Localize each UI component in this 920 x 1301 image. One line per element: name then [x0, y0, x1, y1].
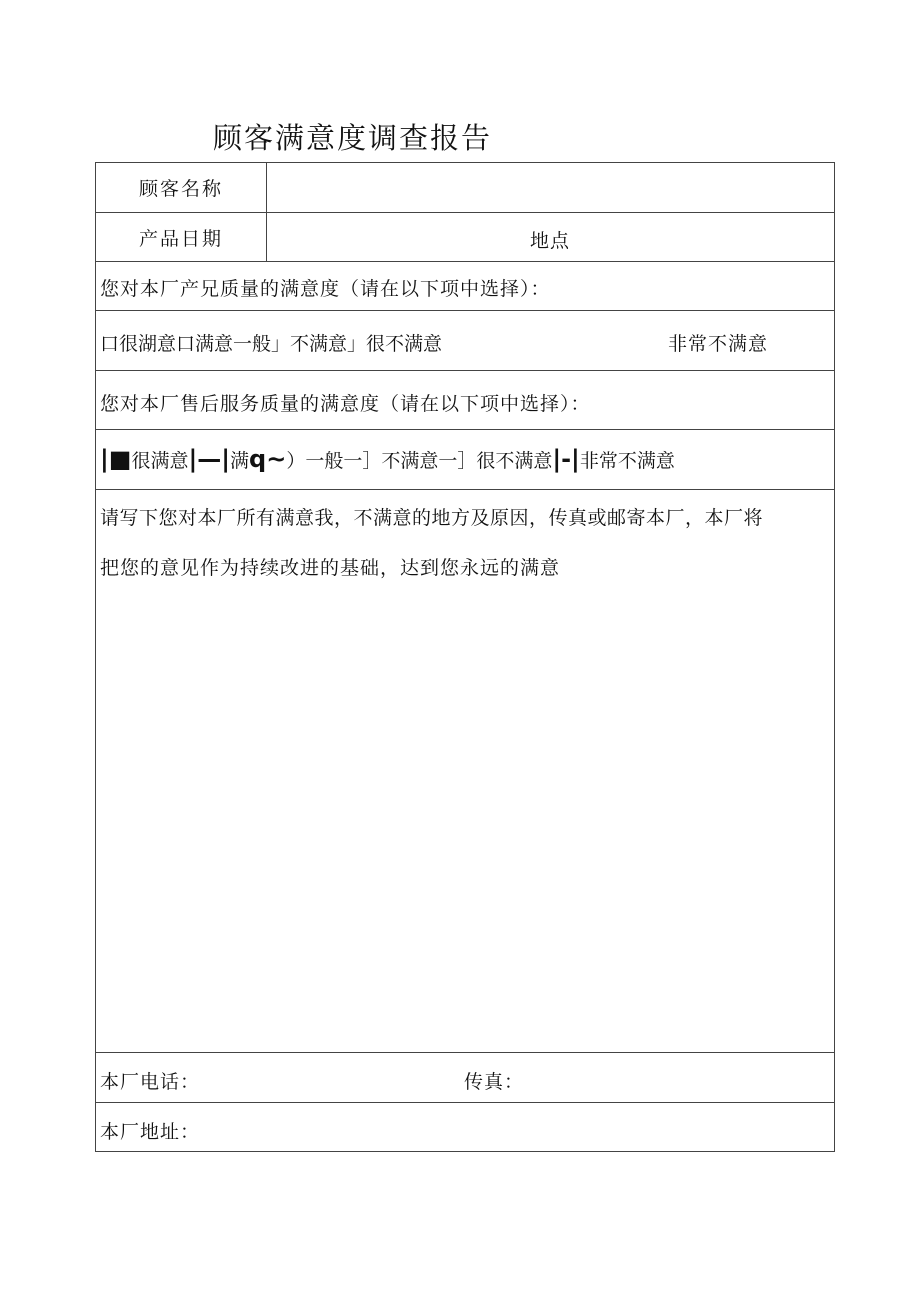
comments-area[interactable]	[96, 490, 834, 1053]
page-title: 顾客满意度调查报告	[213, 121, 493, 155]
product-date-label: 产品日期	[96, 213, 267, 261]
comments-instruction-line-2: 把您的意见作为持续改进的基础，达到您永远的满意	[100, 557, 561, 579]
service-option-satisfied[interactable]: 满	[230, 449, 250, 472]
place-label: 地点	[530, 230, 571, 252]
survey-form	[95, 162, 835, 1152]
service-quality-options	[100, 445, 675, 473]
checkbox-glyph-1[interactable]: |■	[100, 445, 132, 473]
service-quality-question: 您对本厂售后服务质量的满意度（请在以下项中选择）：	[100, 393, 591, 415]
contact-row	[96, 1053, 834, 1103]
phone-label: 本厂电话：	[100, 1071, 201, 1093]
product-date-row	[96, 213, 834, 262]
customer-name-field[interactable]	[267, 163, 834, 212]
checkbox-glyph-2[interactable]: |—|	[188, 445, 230, 473]
comments-instruction-line-1: 请写下您对本厂所有满意我，不满意的地方及原因，传真或邮寄本厂，本厂将	[100, 507, 764, 529]
product-quality-options-row	[96, 311, 834, 371]
fax-label: 传真：	[464, 1071, 525, 1093]
product-quality-question: 您对本厂产兄质量的满意度（请在以下项中选择）：	[100, 278, 551, 300]
checkbox-glyph-4[interactable]: |-|	[552, 445, 580, 473]
product-quality-options[interactable]: 口很湖意口满意一般」不满意」很不满意	[100, 333, 443, 355]
checkbox-glyph-3[interactable]: q~	[249, 445, 287, 473]
address-row	[96, 1103, 834, 1152]
service-option-very-unsatisfied[interactable]: 非常不满意	[579, 449, 675, 472]
address-label: 本厂地址：	[100, 1121, 201, 1143]
service-option-very-satisfied[interactable]: 很满意	[131, 449, 189, 472]
service-quality-options-row	[96, 430, 834, 490]
customer-name-label: 顾客名称	[96, 163, 267, 212]
product-quality-question-row	[96, 262, 834, 311]
customer-name-row	[96, 163, 834, 213]
service-quality-question-row	[96, 371, 834, 430]
service-option-rest[interactable]: ）一般一］不满意一］很不满意	[286, 449, 553, 472]
product-quality-option-very-unsatisfied[interactable]: 非常不满意	[668, 333, 769, 355]
